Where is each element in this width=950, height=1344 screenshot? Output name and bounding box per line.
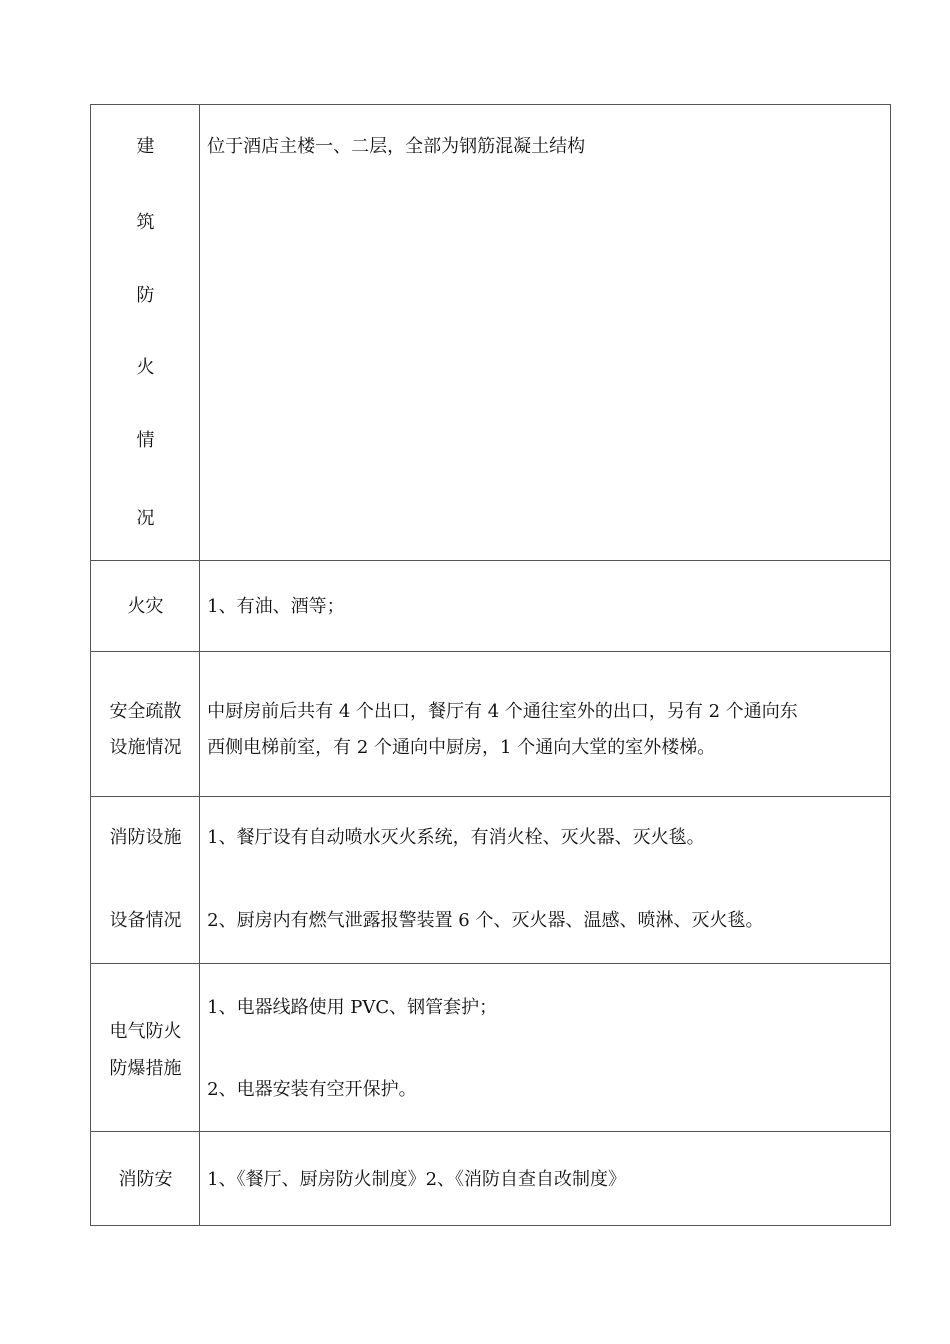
content-line: 2、电器安装有空开保护。	[207, 1079, 417, 1100]
label-char: 建	[136, 136, 155, 157]
table-row-evacuation	[91, 652, 891, 797]
label-text: 消防设施	[109, 827, 182, 848]
row-content-fire-management	[200, 1132, 891, 1226]
row-label-building-fire	[91, 105, 200, 561]
table-row-fire-equipment	[91, 797, 891, 964]
row-label-fire-equipment	[91, 797, 200, 964]
content-line: 中厨房前后共有 4 个出口，餐厅有 4 个通往室外的出口，另有 2 个通向东	[207, 701, 798, 722]
label-char: 筑	[136, 212, 155, 233]
content-line: 1、电器线路使用 PVC、钢管套护；	[207, 997, 498, 1018]
row-content-fire-hazard	[200, 561, 891, 652]
row-content-electrical	[200, 964, 891, 1132]
content-line: 1、《餐厅、厨房防火制度》2、《消防自查自改制度》	[207, 1169, 627, 1190]
content-line: 西侧电梯前室，有 2 个通向中厨房，1 个通向大堂的室外楼梯。	[207, 737, 716, 758]
content-line: 1、有油、酒等；	[207, 596, 345, 617]
row-content-fire-equipment	[200, 797, 891, 964]
label-text: 电气防火	[109, 1021, 182, 1042]
row-label-evacuation	[91, 652, 200, 797]
row-label-fire-management	[91, 1132, 200, 1226]
table-row-fire-hazard	[91, 561, 891, 652]
content-line: 位于酒店主楼一、二层，全部为钢筋混凝土结构	[207, 136, 586, 157]
content-line: 2、厨房内有燃气泄露报警装置 6 个、灭火器、温感、喷淋、灭火毯。	[207, 910, 764, 931]
label-text: 设备情况	[109, 910, 182, 931]
row-label-electrical	[91, 964, 200, 1132]
label-text: 消防安	[118, 1169, 173, 1190]
table-row-electrical	[91, 964, 891, 1132]
table-row-building-fire	[91, 105, 891, 561]
label-char: 情	[136, 430, 155, 451]
table-row-fire-management	[91, 1132, 891, 1226]
label-text: 设施情况	[109, 737, 182, 758]
label-text: 安全疏散	[109, 701, 182, 722]
label-char: 火	[136, 357, 155, 378]
row-label-fire-hazard	[91, 561, 200, 652]
label-text: 防爆措施	[109, 1058, 182, 1079]
label-char: 况	[136, 508, 155, 529]
fire-safety-table	[90, 104, 891, 1226]
label-text: 火灾	[127, 596, 164, 617]
content-line: 1、餐厅设有自动喷水灭火系统，有消火栓、灭火器、灭火毯。	[207, 827, 705, 848]
label-char: 防	[136, 285, 155, 306]
row-content-evacuation	[200, 652, 891, 797]
row-content-building-fire	[200, 105, 891, 561]
